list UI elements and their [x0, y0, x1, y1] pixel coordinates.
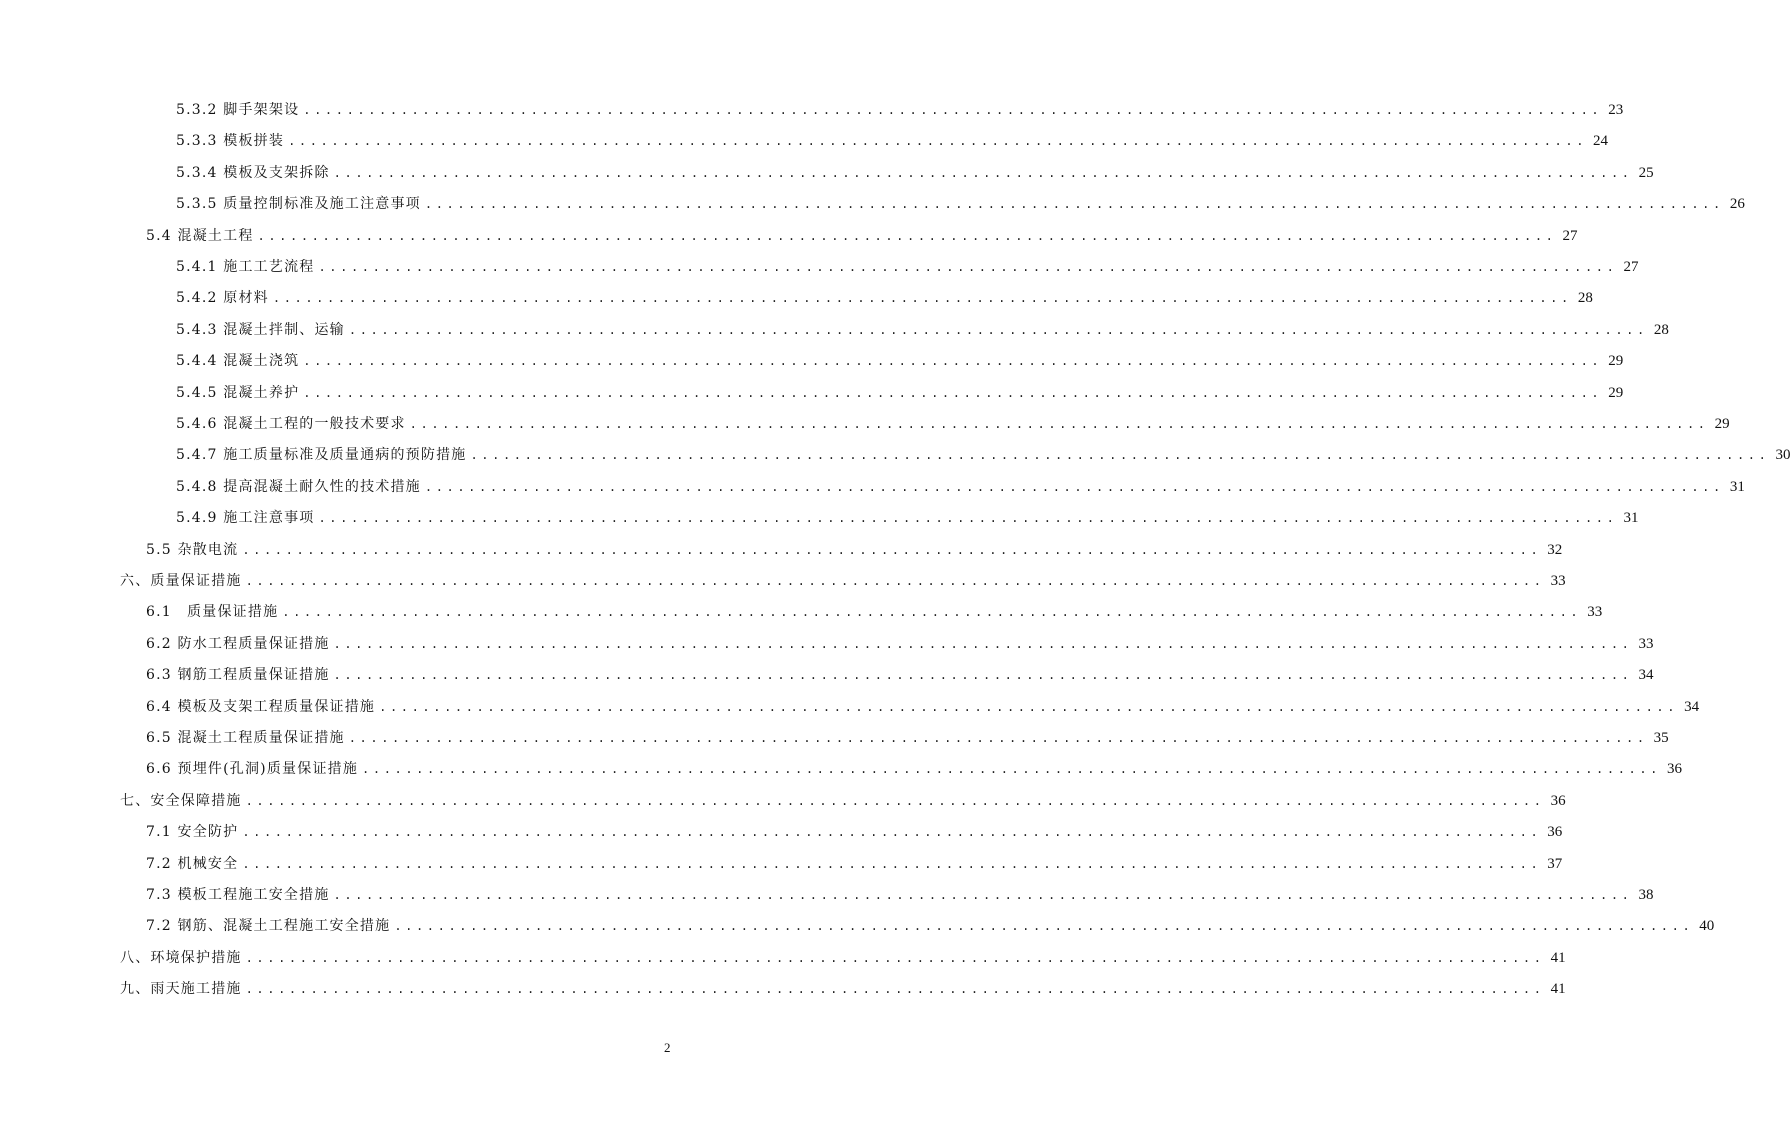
toc-entry[interactable] [176, 257, 1639, 277]
toc-entry-page: 33 [1550, 573, 1566, 589]
toc-dot-leader: ........................................................................................................................ [348, 323, 1648, 337]
toc-entry-label: 5.3.4 模板及支架拆除 [176, 165, 330, 181]
toc-entry[interactable] [176, 320, 1669, 340]
toc-entry-label: 5.3.2 脚手架架设 [176, 102, 300, 118]
toc-entry-label: 6.1 质量保证措施 [146, 604, 279, 620]
toc-entry-page: 29 [1608, 353, 1624, 369]
toc-entry[interactable] [120, 791, 1566, 811]
toc-entry[interactable] [120, 979, 1566, 999]
toc-entry-label: 5.4.1 施工工艺流程 [176, 259, 315, 275]
toc-entry-page: 41 [1550, 981, 1566, 997]
toc-entry-label: 七、安全保障措施 [120, 793, 242, 809]
toc-entry[interactable] [176, 288, 1593, 308]
toc-entry-page: 23 [1608, 102, 1624, 118]
toc-entry[interactable] [146, 854, 1563, 874]
toc-entry[interactable] [146, 916, 1715, 936]
toc-entry-label: 5.4.6 混凝土工程的一般技术要求 [176, 416, 406, 432]
toc-dot-leader: ........................................................................................................................ [333, 668, 1633, 682]
toc-entry-page: 27 [1623, 259, 1639, 275]
toc-entry-page: 33 [1638, 636, 1654, 652]
toc-entry-page: 38 [1638, 887, 1654, 903]
toc-entry[interactable] [176, 351, 1624, 371]
toc-entry-label: 5.4.4 混凝土浇筑 [176, 353, 300, 369]
toc-entry-page: 36 [1547, 824, 1563, 840]
toc-entry[interactable] [146, 885, 1654, 905]
toc-dot-leader: ........................................................................................................................ [242, 825, 1542, 839]
toc-entry-page: 36 [1550, 793, 1566, 809]
toc-dot-leader: ........................................................................................................................ [303, 103, 1603, 117]
toc-entry-page: 31 [1729, 479, 1745, 495]
toc-dot-leader: ........................................................................................................................ [333, 637, 1633, 651]
toc-entry-page: 29 [1714, 416, 1730, 432]
toc-entry-page: 34 [1684, 699, 1700, 715]
toc-dot-leader: ........................................................................................................................ [303, 386, 1603, 400]
toc-entry[interactable] [120, 948, 1566, 968]
toc-entry-label: 6.2 防水工程质量保证措施 [146, 636, 330, 652]
toc-entry[interactable] [176, 414, 1730, 434]
toc-entry-label: 5.4 混凝土工程 [146, 228, 254, 244]
toc-entry-page: 28 [1577, 290, 1593, 306]
toc-dot-leader: ........................................................................................................................ [318, 260, 1618, 274]
toc-entry-label: 5.3.3 模板拼装 [176, 133, 285, 149]
toc-dot-leader: ........................................................................................................................ [470, 448, 1770, 462]
toc-entry[interactable] [120, 571, 1566, 591]
page-number: 2 [664, 1040, 671, 1055]
toc-entry[interactable] [146, 759, 1682, 779]
toc-dot-leader: ........................................................................................................................ [318, 511, 1618, 525]
toc-dot-leader: ........................................................................................................................ [245, 951, 1545, 965]
toc-entry-page: 30 [1775, 447, 1790, 463]
toc-entry-label: 5.4.2 原材料 [176, 290, 269, 306]
toc-entry-page: 36 [1667, 761, 1682, 777]
toc-entry-page: 40 [1699, 918, 1715, 934]
toc-entry[interactable] [176, 445, 1790, 465]
toc-dot-leader: ........................................................................................................................ [424, 480, 1724, 494]
toc-dot-leader: ........................................................................................................................ [272, 291, 1572, 305]
toc-entry-page: 37 [1547, 856, 1563, 872]
toc-entry-label: 5.4.3 混凝土拌制、运输 [176, 322, 345, 338]
toc-entry[interactable] [146, 540, 1563, 560]
toc-dot-leader: ........................................................................................................................ [288, 134, 1588, 148]
toc-entry-label: 6.3 钢筋工程质量保证措施 [146, 667, 330, 683]
toc-entry-label: 7.2 机械安全 [146, 856, 239, 872]
toc-entry-page: 24 [1593, 133, 1609, 149]
toc-entry-page: 33 [1587, 604, 1603, 620]
toc-entry-label: 5.4.9 施工注意事项 [176, 510, 315, 526]
toc-entry-label: 5.4.7 施工质量标准及质量通病的预防措施 [176, 447, 467, 463]
toc-dot-leader: ........................................................................................................................ [394, 919, 1694, 933]
toc-entry-label: 5.5 杂散电流 [146, 542, 239, 558]
toc-dot-leader: ........................................................................................................................ [242, 857, 1542, 871]
toc-dot-leader: ........................................................................................................................ [424, 197, 1724, 211]
toc-entry[interactable] [146, 634, 1654, 654]
toc-dot-leader: ........................................................................................................................ [379, 700, 1679, 714]
toc-entry[interactable] [176, 383, 1624, 403]
toc-entry-label: 九、雨天施工措施 [120, 981, 242, 997]
toc-entry[interactable] [146, 728, 1669, 748]
toc-entry-label: 6.6 预埋件(孔洞)质量保证措施 [146, 761, 359, 777]
toc-dot-leader: ........................................................................................................................ [245, 574, 1545, 588]
toc-entry-label: 5.4.8 提高混凝土耐久性的技术措施 [176, 479, 421, 495]
toc-entry[interactable] [146, 697, 1700, 717]
toc-entry-page: 31 [1623, 510, 1639, 526]
toc-entry[interactable] [176, 477, 1745, 497]
toc-entry-page: 41 [1550, 950, 1566, 966]
toc-dot-leader: ........................................................................................................................ [245, 794, 1545, 808]
toc-entry-page: 32 [1547, 542, 1563, 558]
toc-dot-leader: ........................................................................................................................ [245, 982, 1545, 996]
toc-entry-label: 7.3 模板工程施工安全措施 [146, 887, 330, 903]
toc-dot-leader: ........................................................................................................................ [303, 354, 1603, 368]
toc-dot-leader: ........................................................................................................................ [242, 543, 1542, 557]
toc-entry-label: 八、环境保护措施 [120, 950, 242, 966]
toc-dot-leader: ........................................................................................................................ [348, 731, 1648, 745]
toc-dot-leader: ........................................................................................................................ [257, 229, 1557, 243]
toc-entry[interactable] [146, 226, 1578, 246]
toc-entry-label: 六、质量保证措施 [120, 573, 242, 589]
toc-entry-page: 35 [1653, 730, 1669, 746]
toc-entry[interactable] [176, 163, 1654, 183]
toc-entry-label: 7.1 安全防护 [146, 824, 239, 840]
toc-entry-label: 5.4.5 混凝土养护 [176, 385, 300, 401]
toc-entry-label: 6.5 混凝土工程质量保证措施 [146, 730, 345, 746]
toc-dot-leader: ........................................................................................................................ [333, 166, 1633, 180]
toc-dot-leader: ........................................................................................................................ [333, 888, 1633, 902]
toc-entry-page: 27 [1562, 228, 1578, 244]
toc-entry[interactable] [176, 194, 1745, 214]
toc-entry[interactable] [146, 602, 1603, 622]
toc-entry[interactable] [176, 131, 1609, 151]
toc-entry[interactable] [176, 508, 1639, 528]
toc-entry[interactable] [146, 822, 1563, 842]
toc-entry[interactable] [146, 665, 1654, 685]
toc-entry-label: 6.4 模板及支架工程质量保证措施 [146, 699, 376, 715]
toc-entry-page: 26 [1729, 196, 1745, 212]
toc-entry-label: 5.3.5 质量控制标准及施工注意事项 [176, 196, 421, 212]
toc-entry[interactable] [176, 100, 1624, 120]
toc-entry-page: 29 [1608, 385, 1624, 401]
toc-entry-page: 25 [1638, 165, 1654, 181]
toc-dot-leader: ........................................................................................................................ [362, 762, 1661, 776]
toc-entry-page: 28 [1653, 322, 1669, 338]
toc-dot-leader: ........................................................................................................................ [282, 605, 1582, 619]
toc-entry-label: 7.2 钢筋、混凝土工程施工安全措施 [146, 918, 391, 934]
toc-entry-page: 34 [1638, 667, 1654, 683]
toc-dot-leader: ........................................................................................................................ [409, 417, 1709, 431]
